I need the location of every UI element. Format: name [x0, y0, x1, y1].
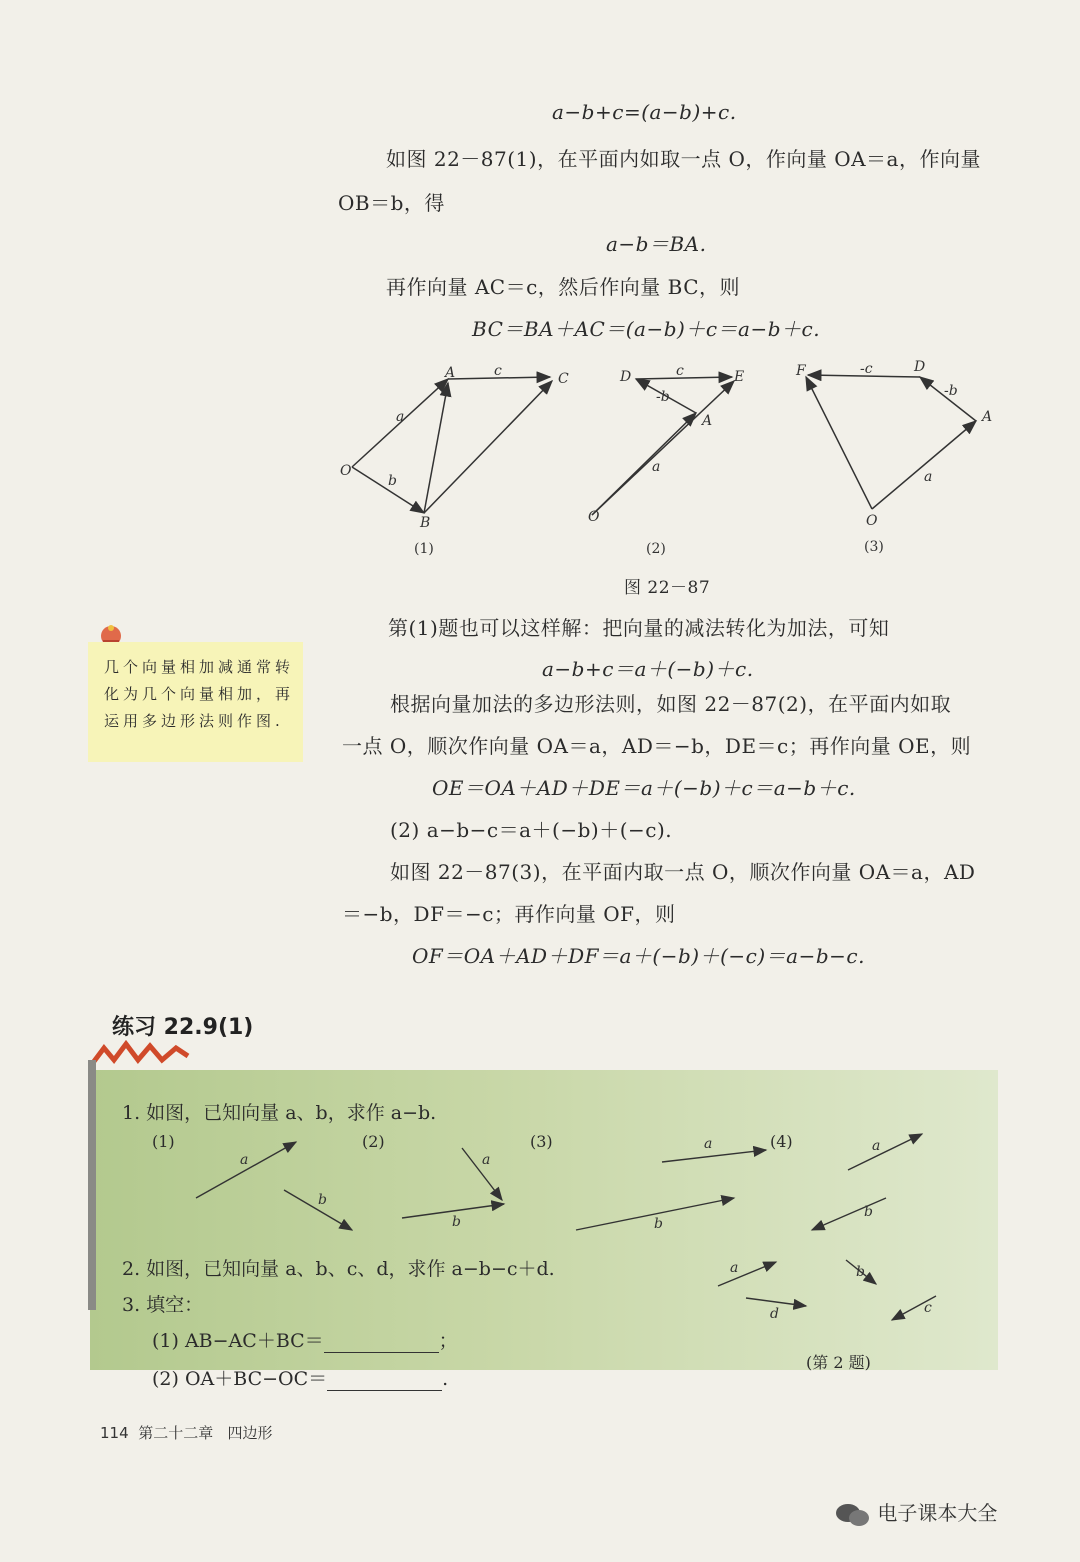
- label-O3: O: [866, 513, 878, 529]
- q1-label-1: (1): [152, 1132, 175, 1151]
- label-nb2: -b: [656, 389, 670, 405]
- paragraph-5: (2) a−b−c＝a＋(−b)＋(−c).: [390, 818, 673, 842]
- paragraph-4-cont: 一点 O，顺次作向量 OA＝a，AD＝−b，DE＝c；再作向量 OE，则: [342, 734, 972, 758]
- equation-2: a−b＝BA.: [606, 232, 707, 256]
- q3-1-expr: (1) AB−AC＋BC＝: [152, 1330, 324, 1352]
- label-num1: (1): [414, 541, 434, 557]
- exercise-q3-2: [152, 1364, 448, 1391]
- q3-2-end: .: [442, 1368, 449, 1390]
- exercise-q3-1: [152, 1326, 458, 1353]
- label-a2: a: [652, 459, 661, 475]
- equation-5: OE＝OA＋AD＋DE＝a＋(−b)＋c＝a−b＋c.: [432, 776, 856, 800]
- q3-2-answer-blank[interactable]: [327, 1372, 442, 1391]
- side-note-text: 几个向量相加减通常转化为几个向量相加，再运用多边形法则作图.: [104, 658, 295, 730]
- figure-caption: 图 22－87: [624, 578, 711, 598]
- exercise-q3: 3. 填空：: [122, 1294, 204, 1316]
- label-a1: a: [396, 409, 405, 425]
- q2-a-label: a: [730, 1260, 739, 1276]
- figure-part-3: [795, 359, 992, 555]
- q3-1-end: ；: [438, 1330, 458, 1352]
- section-label: 四边形: [227, 1424, 273, 1442]
- exercise-figures: [90, 1120, 998, 1330]
- label-c1: c: [494, 363, 502, 379]
- label-D3: D: [914, 359, 926, 375]
- exercise-q1: 1. 如图，已知向量 a、b，求作 a−b.: [122, 1102, 437, 1124]
- exercise-q2: 2. 如图，已知向量 a、b、c、d，求作 a−b−c＋d.: [122, 1258, 555, 1280]
- label-A3: A: [982, 409, 993, 425]
- q1-3-b-label: b: [654, 1216, 663, 1232]
- q3-2-expr: (2) OA＋BC−OC＝: [152, 1368, 328, 1390]
- label-F3: F: [796, 363, 806, 379]
- q1-label-3: (3): [530, 1132, 553, 1151]
- q2-c-label: c: [924, 1300, 932, 1316]
- exercise-title: 练习 22.9(1): [112, 1015, 254, 1040]
- page-number: 114: [100, 1424, 129, 1442]
- q1-4-a-label: a: [872, 1138, 881, 1154]
- figure-part-2: [588, 363, 744, 557]
- q1-4-b-label: b: [864, 1204, 873, 1220]
- brand-name: 电子课本大全: [877, 1501, 998, 1525]
- label-b1: b: [388, 473, 397, 489]
- q1-label-2: (2): [362, 1132, 385, 1151]
- zigzag-decoration: [92, 1040, 192, 1070]
- q2-b-label: b: [856, 1264, 865, 1280]
- label-nb3: -b: [944, 383, 958, 399]
- paragraph-1-cont: OB＝b，得: [338, 191, 445, 215]
- q2-caption: (第 2 题): [806, 1353, 871, 1372]
- paragraph-2: 再作向量 AC＝c，然后作向量 BC，则: [386, 275, 741, 299]
- equation-3: BC＝BA＋AC＝(a−b)＋c＝a−b＋c.: [472, 317, 821, 341]
- q1-2-b-label: b: [452, 1214, 461, 1230]
- label-c2: c: [676, 363, 684, 379]
- equation-1: a−b+c=(a−b)+c.: [552, 100, 737, 124]
- q1-3-a-label: a: [704, 1136, 713, 1152]
- figure-part-1: [340, 363, 569, 557]
- chapter-label: 第二十二章: [138, 1424, 214, 1442]
- q2-d-label: d: [770, 1306, 779, 1322]
- paragraph-6: 如图 22－87(3)，在平面内取一点 O，顺次作向量 OA＝a，AD: [390, 860, 976, 884]
- paragraph-6-cont: ＝−b，DF＝−c；再作向量 OF，则: [342, 902, 676, 926]
- equation-4: a−b+c＝a＋(−b)＋c.: [542, 657, 754, 681]
- label-num3: (3): [864, 539, 884, 555]
- page-footer: [100, 1422, 273, 1443]
- paragraph-4: 根据向量加法的多边形法则，如图 22－87(2)，在平面内如取: [390, 692, 952, 716]
- label-num2: (2): [646, 541, 666, 557]
- label-B1: B: [420, 515, 431, 531]
- q3-1-answer-blank[interactable]: [324, 1334, 439, 1353]
- q1-1-a-label: a: [240, 1152, 249, 1168]
- q1-label-4: (4): [770, 1132, 793, 1151]
- label-a3: a: [924, 469, 933, 485]
- equation-6: OF＝OA＋AD＋DF＝a＋(−b)＋(−c)＝a−b−c.: [412, 944, 865, 968]
- label-A1: A: [445, 365, 456, 381]
- paragraph-1: 如图 22－87(1)，在平面内如取一点 O，作向量 OA＝a，作向量: [386, 147, 981, 171]
- side-note: [88, 642, 303, 762]
- label-O1: O: [340, 463, 352, 479]
- label-A2: A: [702, 413, 713, 429]
- label-nc3: -c: [860, 361, 873, 377]
- q1-2-a-label: a: [482, 1152, 491, 1168]
- figure-22-87: [330, 355, 1010, 560]
- label-D2: D: [620, 369, 632, 385]
- brand-watermark: [835, 1497, 997, 1528]
- label-C1: C: [558, 371, 569, 387]
- label-O2: O: [588, 509, 600, 525]
- label-E2: E: [734, 369, 745, 385]
- wechat-icon: [835, 1502, 871, 1528]
- q1-1-b-label: b: [318, 1192, 327, 1208]
- paragraph-3: 第(1)题也可以这样解：把向量的减法转化为加法，可知: [388, 616, 890, 640]
